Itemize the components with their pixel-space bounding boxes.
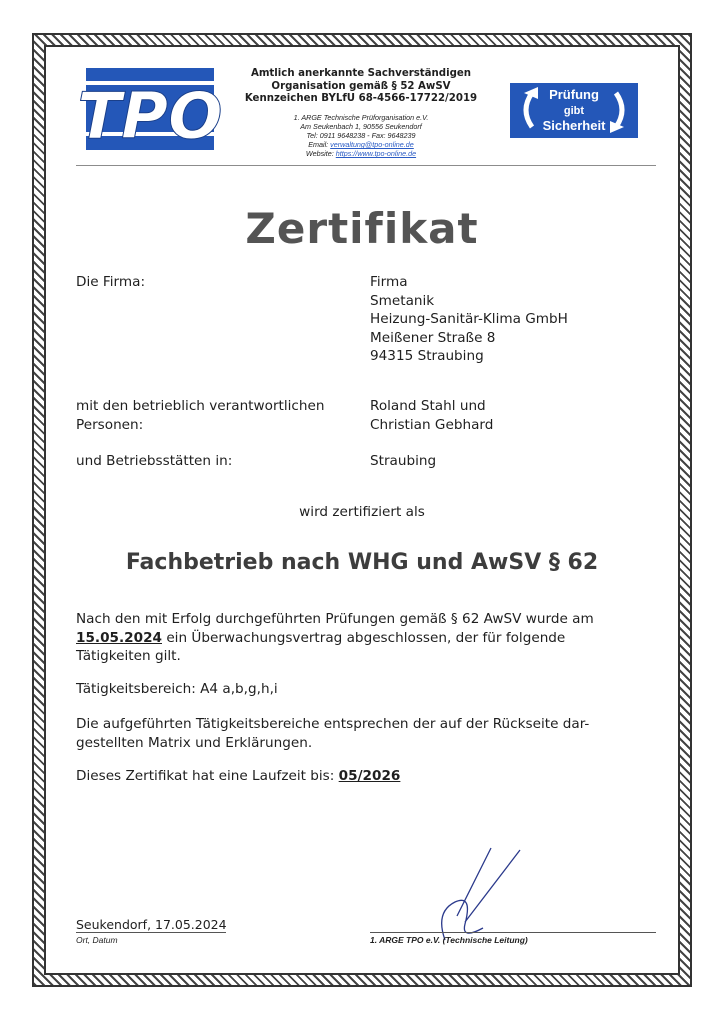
persons-label (76, 397, 325, 434)
organisation-contact (236, 113, 486, 158)
place-date-caption: Ort, Datum (76, 935, 118, 945)
contract-paragraph (76, 610, 656, 666)
scope-text: Tätigkeitsbereich: A4 a,b,g,h,i (76, 681, 278, 697)
badge-line-2: gibt (563, 105, 585, 117)
company-line: Heizung-Sanitär-Klima GmbH (370, 311, 568, 327)
certification-headline: Fachbetrieb nach WHG und AwSV § 62 (125, 550, 599, 575)
org-line-1: Amtlich anerkannte Sachverständigen (250, 68, 472, 79)
company-street: Meißener Straße 8 (370, 329, 496, 346)
org-phone-line: Tel: 0911 9648238 - Fax: 9648239 (306, 131, 416, 140)
place-date: Seukendorf, 17.05.2024 (76, 917, 227, 932)
email-label: Email: (308, 140, 329, 149)
certificate-title: Zertifikat (245, 204, 479, 253)
tpo-logo (77, 68, 223, 154)
signer-caption: 1. ARGE TPO e.V. (Technische Leitung) (370, 935, 528, 945)
signature-rule (370, 932, 656, 933)
persons-label-line: mit den betrieblich verantwortlichen (76, 398, 325, 414)
badge-line-3: Sicherheit (542, 118, 606, 133)
validity-line (76, 767, 656, 786)
company-line: Smetanik (370, 292, 435, 309)
persons-label-line: Personen: (76, 416, 144, 433)
place-date-rule (76, 932, 226, 933)
company-label: Die Firma: (76, 274, 146, 290)
company-city: 94315 Straubing (370, 348, 484, 364)
certified-as-text: wird zertifiziert als (299, 504, 425, 520)
org-line-3: Kennzeichen BYLfU 68-4566-17722/2019 (244, 93, 478, 104)
company-line: Firma (370, 274, 408, 290)
header-divider (76, 165, 656, 166)
matrix-paragraph (76, 715, 656, 752)
tpo-logo-text: TPO (77, 80, 223, 154)
sites-label: und Betriebsstätten in: (76, 453, 233, 469)
company-block (370, 273, 568, 366)
org-address-line: Am Seukenbach 1, 90556 Seukendorf (300, 122, 422, 131)
website-link[interactable]: https://www.tpo-online.de (335, 149, 417, 158)
person-name: Christian Gebhard (370, 416, 494, 433)
organisation-header (226, 68, 496, 106)
validity-label: Dieses Zertifikat hat eine Laufzeit bis: (76, 768, 339, 784)
paragraph-line: Nach den mit Erfolg durchgeführten Prüfungen gemäß § 62 AwSV wurde am (76, 611, 594, 627)
persons-block (370, 397, 493, 434)
person-name: Roland Stahl und (370, 398, 486, 414)
org-name-line: 1. ARGE Technische Prüforganisation e.V. (293, 113, 429, 122)
pruefung-gibt-sicherheit-logo (510, 83, 638, 138)
paragraph-line: Die aufgeführten Tätigkeitsbereiche entsprechen der auf der Rückseite dar- (76, 716, 590, 732)
email-link[interactable]: verwaltung@tpo-online.de (330, 140, 414, 149)
badge-line-1: Prüfung (549, 87, 599, 102)
paragraph-line: ein Überwachungsvertrag abgeschlossen, der für folgende (162, 629, 566, 646)
org-line-2: Organisation gemäß § 52 AwSV (271, 80, 451, 92)
validity-value: 05/2026 (338, 768, 401, 784)
website-label: Website: (305, 149, 334, 158)
contract-date: 15.05.2024 (76, 629, 162, 646)
paragraph-line: gestellten Matrix und Erklärungen. (76, 734, 313, 751)
paragraph-line: Tätigkeiten gilt. (76, 648, 181, 664)
sites-value: Straubing (370, 453, 437, 469)
